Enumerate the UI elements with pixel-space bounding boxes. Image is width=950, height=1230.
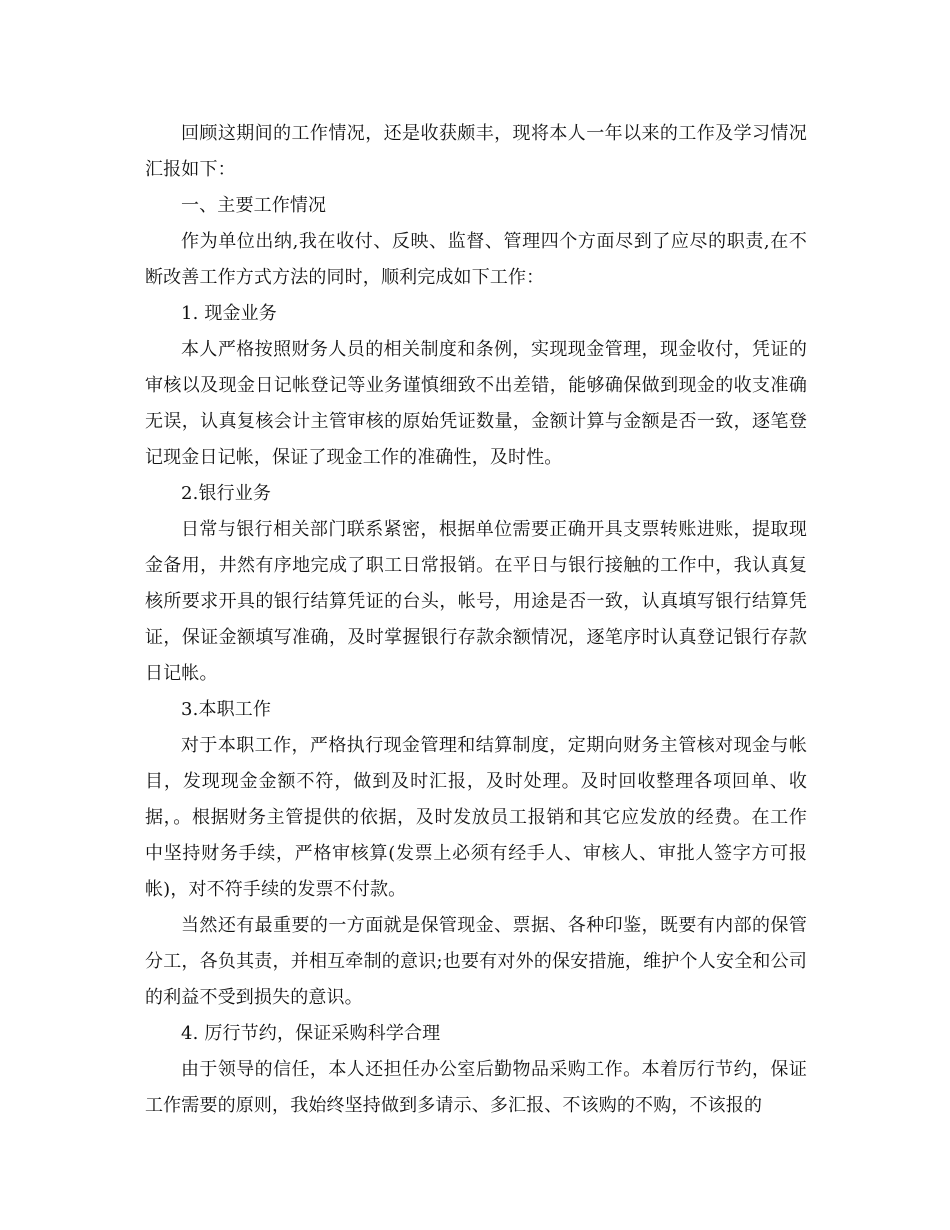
thrift-heading: 4. 厉行节约，保证采购科学合理 bbox=[181, 1023, 441, 1044]
section-main-heading: 一、主要工作情况 bbox=[181, 195, 327, 216]
cash-business-heading: 1. 现金业务 bbox=[181, 303, 277, 324]
cash-business-paragraph: 本人严格按照财务人员的相关制度和条例，实现现金管理，现金收付，凭证的审核以及现金日记帐登记等业务谨慎细致不出差错，能够确保做到现金的收支准确无误，认真复核会计主管审核的原始凭证数量，金额计算与金额是否一致，逐笔登记现金日记帐，保证了现金工作的准确性，及时性。 bbox=[145, 339, 807, 468]
intro-paragraph: 回顾这期间的工作情况，还是收获颇丰，现将本人一年以来的工作及学习情况汇报如下： bbox=[145, 123, 807, 180]
document-page bbox=[145, 116, 807, 1124]
section-main-paragraph: 作为单位出纳,我在收付、反映、监督、管理四个方面尽到了应尽的职责,在不断改善工作方式方法的同时，顺利完成如下工作： bbox=[145, 231, 807, 288]
duty-work-heading: 3.本职工作 bbox=[181, 699, 272, 720]
bank-business-paragraph: 日常与银行相关部门联系紧密，根据单位需要正确开具支票转账进账，提取现金备用，井然有序地完成了职工日常报销。在平日与银行接触的工作中，我认真复核所要求开具的银行结算凭证的台头，帐号，用途是否一致，认真填写银行结算凭证，保证金额填写准确，及时掌握银行存款余额情况，逐笔序时认真登记银行存款日记帐。 bbox=[145, 519, 807, 684]
custody-paragraph: 当然还有最重要的一方面就是保管现金、票据、各种印鉴，既要有内部的保管分工，各负其责，并相互牵制的意识;也要有对外的保安措施，维护个人安全和公司的利益不受到损失的意识。 bbox=[145, 915, 807, 1008]
bank-business-heading: 2.银行业务 bbox=[181, 483, 272, 504]
thrift-paragraph: 由于领导的信任，本人还担任办公室后勤物品采购工作。本着厉行节约，保证工作需要的原则，我始终坚持做到多请示、多汇报、不该购的不购，不该报的 bbox=[145, 1059, 807, 1116]
duty-work-paragraph: 对于本职工作，严格执行现金管理和结算制度，定期向财务主管核对现金与帐目，发现现金金额不符，做到及时汇报，及时处理。及时回收整理各项回单、收据，。根据财务主管提供的依据，及时发放员工报销和其它应发放的经费。在工作中坚持财务手续，严格审核算(发票上必须有经手人、审核人、审批人签字方可报帐)，对不符手续的发票不付款。 bbox=[145, 735, 807, 900]
